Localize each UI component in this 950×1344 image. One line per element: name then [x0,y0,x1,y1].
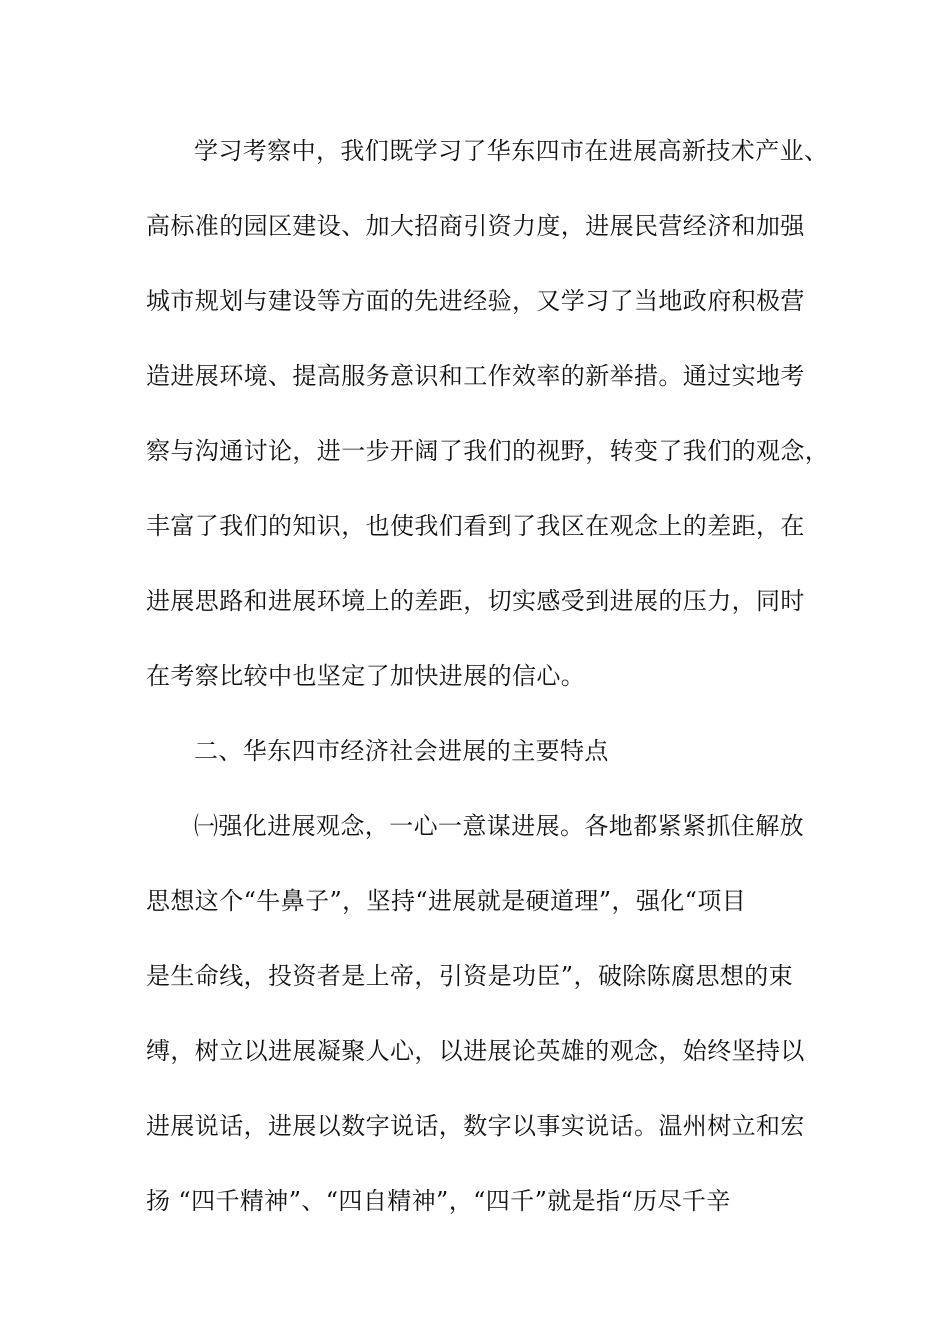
paragraph-1-line-2: 高标准的园区建设、加大招商引资力度，进展民营经济和加强 [146,212,805,240]
paragraph-2-line-1: ㈠强化进展观念，一心一意谋进展。各地都紧紧抓住解放 [194,812,804,840]
section-heading: 二、华东四市经济社会进展的主要特点 [194,737,609,765]
paragraph-2-line-6: 扬 “四千精神”、“四自精神”，“四千”就是指“历尽千辛 [146,1187,731,1215]
paragraph-1-line-1: 学习考察中，我们既学习了华东四市在进展高新技术产业、 [194,137,829,165]
paragraph-1-line-3: 城市规划与建设等方面的先进经验，又学习了当地政府积极营 [146,287,805,315]
paragraph-1-line-4: 造进展环境、提高服务意识和工作效率的新举措。通过实地考 [146,362,805,390]
paragraph-2-line-2: 思想这个“牛鼻子”，坚持“进展就是硬道理”，强化“项目 [146,887,747,915]
paragraph-1-line-6: 丰富了我们的知识，也使我们看到了我区在观念上的差距，在 [146,512,805,540]
paragraph-1-line-5: 察与沟通讨论，进一步开阔了我们的视野，转变了我们的观念， [146,437,830,465]
paragraph-1-line-8: 在考察比较中也坚定了加快进展的信心。 [146,662,586,690]
paragraph-2-line-3: 是生命线，投资者是上帝，引资是功臣”，破除陈腐思想的束 [146,962,794,990]
paragraph-2-line-5: 进展说话，进展以数字说话，数字以事实说话。温州树立和宏 [146,1112,805,1140]
paragraph-2-line-4: 缚，树立以进展凝聚人心，以进展论英雄的观念，始终坚持以 [146,1037,805,1065]
paragraph-1-line-7: 进展思路和进展环境上的差距，切实感受到进展的压力，同时 [146,587,805,615]
